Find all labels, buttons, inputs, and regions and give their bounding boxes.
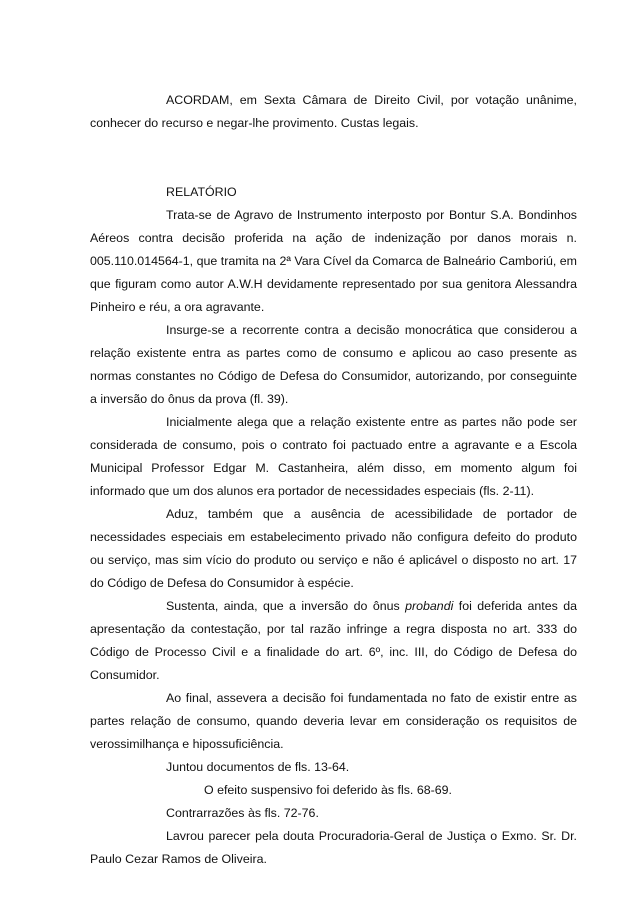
spacer [90,135,577,158]
report-paragraph-7: Juntou documentos de fls. 13-64. [166,760,350,774]
report-paragraph-9: Contrarrazões às fls. 72-76. [166,806,319,820]
document-page [90,89,577,871]
report-paragraph-4: Aduz, também que a ausência de acessibilidade de portador de necessidades especiais em estabelecimento privado não configura defeito do produto ou serviço, mas sim vício do produto ou serviço e não é aplicável o disposto no art. 17 do Código de Defesa do Consumidor à espécie. [90,507,577,590]
report-paragraph-3: Inicialmente alega que a relação existente entre as partes não pode ser considerada de consumo, pois o contrato foi pactuado entre a agravante e a Escola Municipal Professor Edgar M. Castanheira, além disso, em momento algum foi informado que um dos alunos era portador de necessidades especiais (fls. 2-11). [90,415,577,498]
spacer [90,158,577,181]
latin-term: probandi [405,599,454,613]
report-paragraph-8: O efeito suspensivo foi deferido às fls. 68-69. [204,783,452,797]
report-paragraph-6: Ao final, assevera a decisão foi fundamentada no fato de existir entre as partes relação de consumo, quando deveria levar em consideração os requisitos de verossimilhança e hipossuficiência. [90,691,577,751]
report-paragraph-2: Insurge-se a recorrente contra a decisão monocrática que considerou a relação existente entra as partes como de consumo e aplicou ao caso presente as normas constantes no Código de Defesa do Consumidor, autorizando, por conseguinte a inversão do ônus da prova (fl. 39). [90,323,577,406]
report-paragraph-5 [90,595,577,687]
report-paragraph-5-end: foi deferida antes da apresentação da contestação, por tal razão infringe a regra disposta no art. 333 do Código de Processo Civil e a finalidade do art. 6º, inc. III, do Código de Defesa do Consumidor. [90,599,577,682]
report-paragraph-1: Trata-se de Agravo de Instrumento interposto por Bontur S.A. Bondinhos Aéreos contra decisão proferida na ação de indenização por danos morais n. 005.110.014564-1, que tramita na 2ª Vara Cível da Comarca de Balneário Camboriú, em que figuram como autor A.W.H devidamente representado por sua genitora Alessandra Pinheiro e réu, a ora agravante. [90,208,577,314]
report-paragraph-5-start: Sustenta, ainda, que a inversão do ônus [166,599,406,613]
decision-paragraph: ACORDAM, em Sexta Câmara de Direito Civil, por votação unânime, conhecer do recurso e negar-lhe provimento. Custas legais. [90,93,577,130]
section-heading: RELATÓRIO [166,185,237,199]
report-paragraph-10: Lavrou parecer pela douta Procuradoria-Geral de Justiça o Exmo. Sr. Dr. Paulo Cezar Ramos de Oliveira. [90,829,577,866]
